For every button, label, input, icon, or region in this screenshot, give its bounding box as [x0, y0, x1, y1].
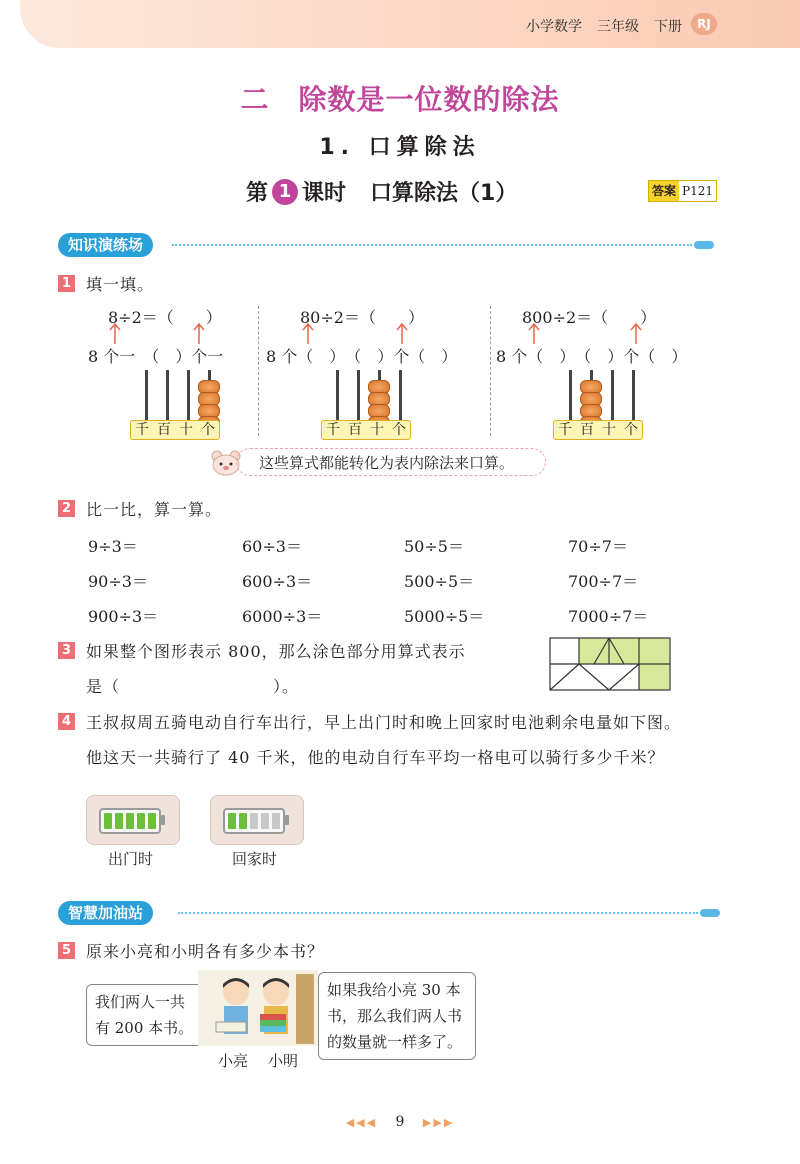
child-name-left: 小亮 — [218, 1052, 249, 1070]
calc-item: 500÷5＝ — [404, 572, 475, 591]
question-text: 比一比，算一算。 — [86, 500, 223, 519]
place-value-bar — [130, 420, 220, 440]
calc-item: 6000÷3＝ — [242, 607, 323, 626]
answer-reference — [648, 180, 717, 202]
battery-cell — [250, 813, 258, 829]
battery-cell — [272, 813, 280, 829]
division-expression: 80÷2＝（ ） — [300, 308, 424, 327]
banner-divider — [178, 912, 698, 914]
lesson-number: 1 — [272, 179, 298, 205]
bubble-line: 我们两人一共 — [95, 993, 186, 1011]
column-divider — [490, 306, 491, 436]
column-divider — [258, 306, 259, 436]
place-value-line: 8 个（ ） （ ）个（ ） — [266, 347, 458, 366]
place-label: 百 — [580, 422, 594, 438]
page-number: 9 — [395, 1114, 405, 1130]
battery-cell — [126, 813, 134, 829]
up-arrow-icon — [109, 322, 121, 344]
calc-item: 9÷3＝ — [88, 537, 138, 556]
section-title: 1. 口算除法 — [319, 135, 481, 160]
place-label: 个 — [624, 422, 638, 438]
header-band — [20, 0, 800, 48]
place-label: 千 — [558, 422, 572, 438]
place-value-line: 8 个（ ） （ ）个（ ） — [496, 347, 688, 366]
header-grade: 三年级 — [597, 19, 639, 35]
calc-item: 50÷5＝ — [404, 537, 464, 556]
battery-cell — [104, 813, 112, 829]
banner-cap — [694, 241, 714, 249]
lesson-prefix: 第 — [246, 181, 269, 206]
children-illustration — [198, 970, 318, 1046]
battery-cell — [137, 813, 145, 829]
banner-divider — [172, 244, 692, 246]
calc-item: 90÷3＝ — [88, 572, 148, 591]
child-name-right: 小明 — [268, 1052, 299, 1070]
division-expression: 8÷2＝（ ） — [108, 308, 222, 327]
battery-cell — [148, 813, 156, 829]
chapter-title: 二 除数是一位数的除法 — [240, 83, 560, 116]
place-label: 千 — [135, 422, 149, 438]
up-arrow-icon — [528, 322, 540, 344]
bubble-line: 如果我给小亮 30 本 — [327, 981, 461, 999]
question-number: 2 — [58, 500, 75, 517]
challenge-banner: 智慧加油站 — [58, 901, 153, 925]
battery-label: 回家时 — [232, 850, 278, 868]
footer-marks-left: ◀◀◀ — [345, 1116, 378, 1129]
bubble-line: 的数量就一样多了。 — [327, 1033, 463, 1051]
up-arrow-icon — [396, 322, 408, 344]
battery-cell — [239, 813, 247, 829]
lesson-title — [246, 176, 517, 207]
footer-marks-right: ▶▶▶ — [422, 1116, 455, 1129]
calc-item: 60÷3＝ — [242, 537, 302, 556]
question-text: 如果整个图形表示 800，那么涂色部分用算式表示 — [86, 642, 466, 661]
place-label: 百 — [157, 422, 171, 438]
battery-terminal — [161, 815, 165, 825]
battery-cell — [115, 813, 123, 829]
place-label: 十 — [370, 422, 384, 438]
edition-badge: RJ — [691, 13, 717, 35]
place-label: 百 — [348, 422, 362, 438]
question-number: 3 — [58, 642, 75, 659]
place-label: 十 — [179, 422, 193, 438]
speech-bubble-left — [86, 984, 212, 1046]
place-value-bar — [321, 420, 411, 440]
battery-return — [210, 795, 304, 845]
header-volume: 下册 — [654, 19, 682, 35]
up-arrow-icon — [630, 322, 642, 344]
up-arrow-icon — [193, 322, 205, 344]
lesson-name: 口算除法（1） — [370, 181, 518, 206]
battery-label: 出门时 — [108, 850, 154, 868]
bubble-line: 书，那么我们两人书 — [327, 1007, 463, 1025]
place-value-line: 8 个一 （ ）个一 — [88, 347, 224, 366]
question-number: 1 — [58, 275, 75, 292]
battery-body — [99, 808, 161, 834]
battery-terminal — [285, 815, 289, 825]
question-number: 4 — [58, 713, 75, 730]
header-subject: 小学数学 — [526, 19, 582, 35]
question-text: 填一填。 — [86, 275, 155, 294]
battery-cell — [228, 813, 236, 829]
place-label: 个 — [201, 422, 215, 438]
place-label: 千 — [326, 422, 340, 438]
battery-leave — [86, 795, 180, 845]
bubble-line: 有 200 本书。 — [95, 1019, 194, 1037]
question-text-cont: 他这天一共骑行了 40 千米，他的电动自行车平均一格电可以骑行多少千米？ — [86, 748, 665, 767]
calc-item: 700÷7＝ — [568, 572, 639, 591]
place-value-bar — [553, 420, 643, 440]
question-text: 原来小亮和小明各有多少本书？ — [86, 942, 325, 961]
calc-item: 600÷3＝ — [242, 572, 313, 591]
place-label: 十 — [602, 422, 616, 438]
lesson-suffix: 课时 — [302, 181, 347, 206]
answer-label: 答案 — [649, 181, 679, 201]
division-expression: 800÷2＝（ ） — [522, 308, 657, 327]
practice-banner: 知识演练场 — [58, 233, 153, 257]
calc-item: 70÷7＝ — [568, 537, 628, 556]
battery-body — [223, 808, 285, 834]
tip-bubble: 这些算式都能转化为表内除法来口算。 — [236, 448, 546, 476]
page-footer — [0, 1114, 800, 1130]
calc-item: 900÷3＝ — [88, 607, 159, 626]
answer-page: P121 — [679, 181, 716, 201]
calc-item: 5000÷5＝ — [404, 607, 485, 626]
shaded-figure — [549, 637, 671, 691]
speech-bubble-right — [318, 972, 476, 1060]
banner-cap — [700, 909, 720, 917]
battery-cell — [261, 813, 269, 829]
question-text: 王叔叔周五骑电动自行车出行，早上出门时和晚上回家时电池剩余电量如下图。 — [86, 713, 682, 732]
question-number: 5 — [58, 942, 75, 959]
calc-item: 7000÷7＝ — [568, 607, 649, 626]
question-text-cont: 是（ ）。 — [86, 677, 300, 696]
place-label: 个 — [392, 422, 406, 438]
up-arrow-icon — [302, 322, 314, 344]
